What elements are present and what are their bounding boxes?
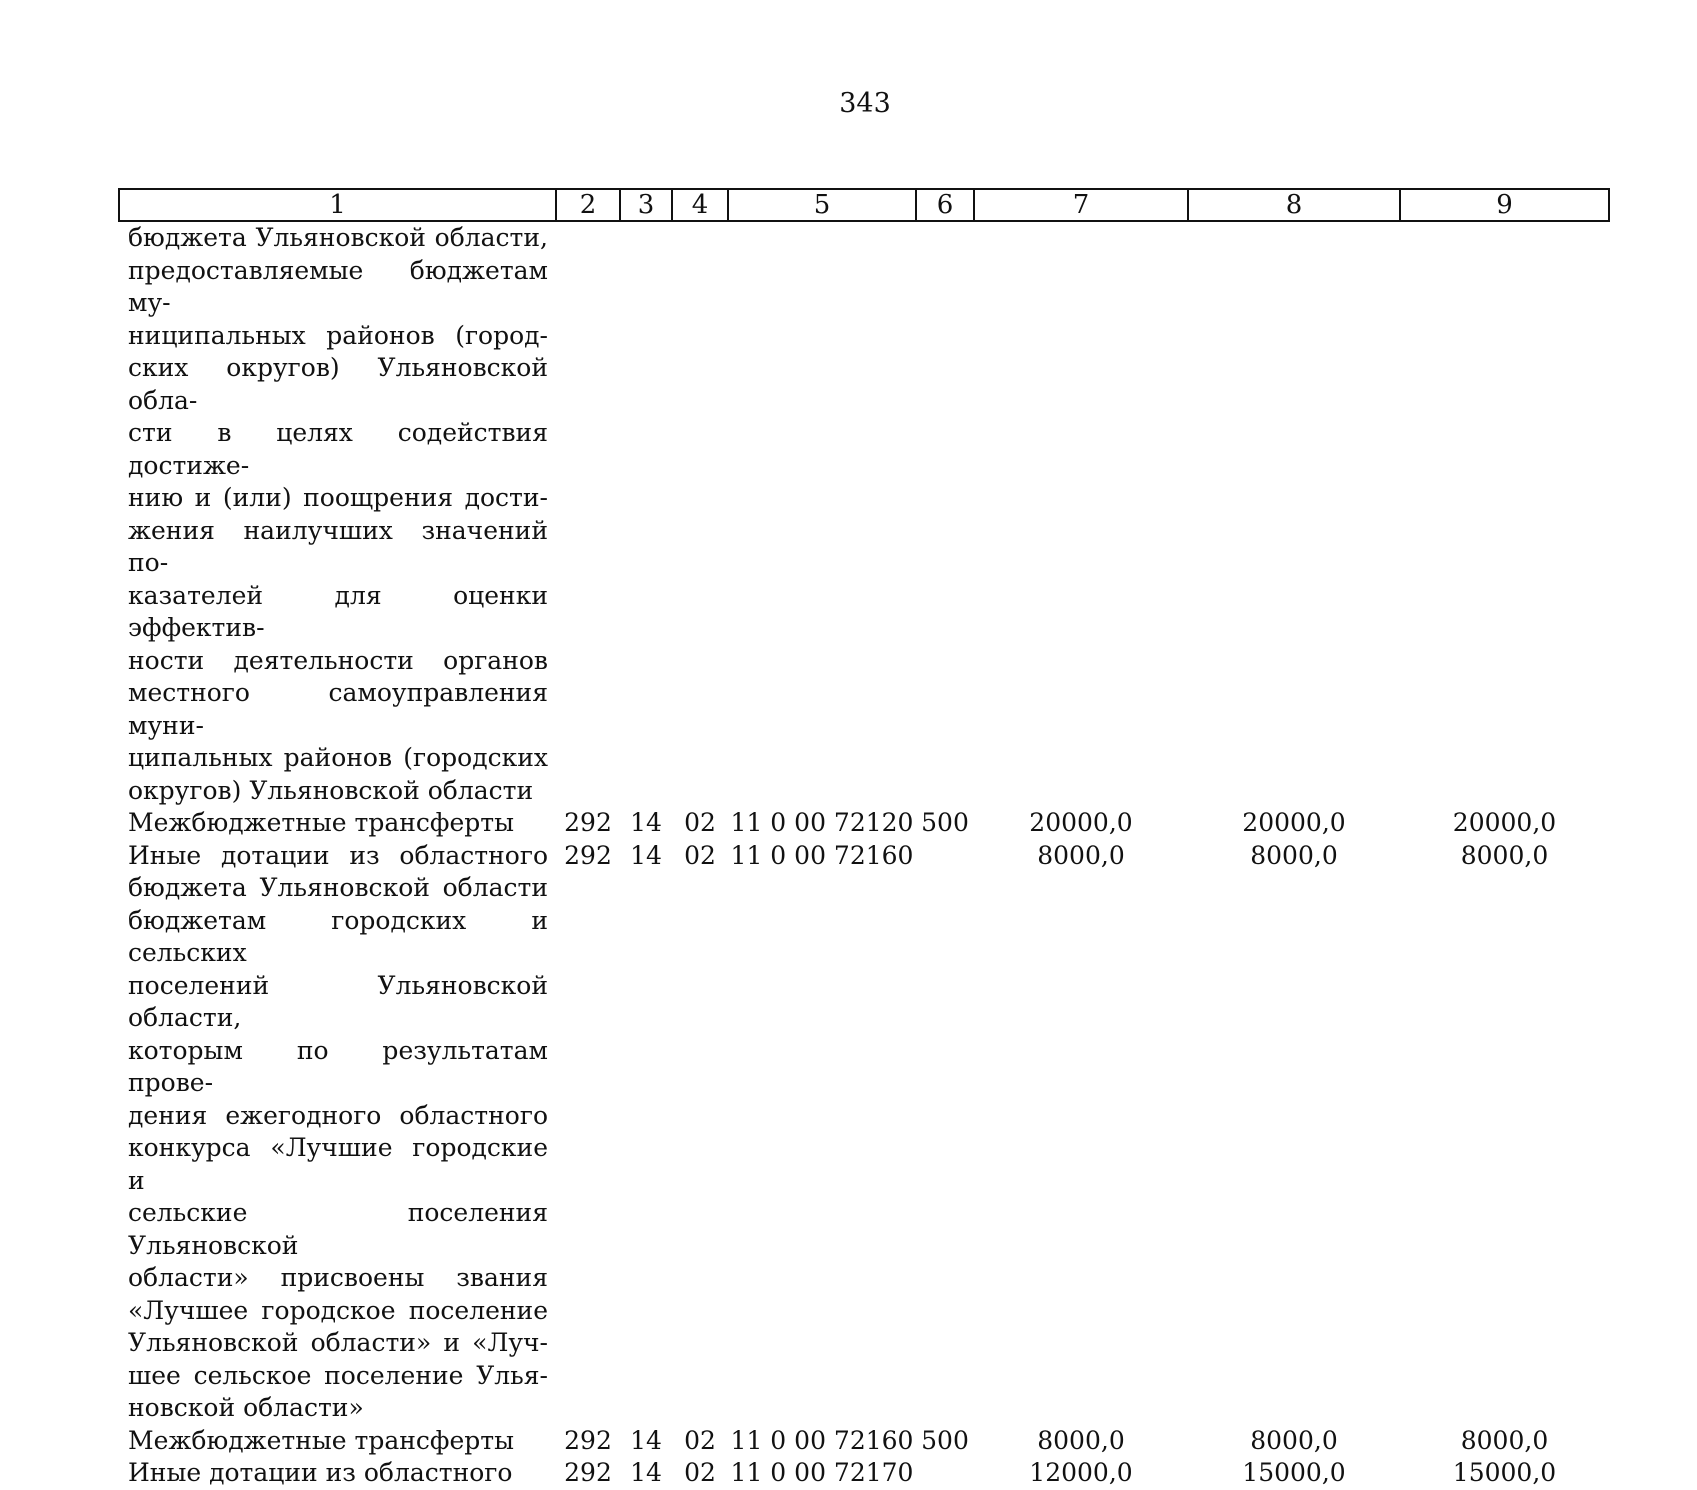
description-line: казателей для оценки эффектив-	[128, 580, 548, 642]
description-line: бюджетам городских и сельских	[128, 905, 548, 967]
cell-c6	[916, 840, 974, 1425]
cell-c5: 11 0 00 72160	[730, 1425, 914, 1455]
description-line: ниципальных районов (город-	[128, 320, 548, 350]
cell-c4: 02	[684, 808, 716, 837]
description-line: Иные дотации из областного	[128, 1458, 513, 1487]
description-line: жения наилучших значений по-	[128, 515, 548, 577]
description-line: предоставляемые бюджетам му-	[128, 255, 548, 317]
description-line: Межбюджетные трансферты	[128, 808, 515, 837]
header-col-7: 7	[974, 189, 1188, 221]
cell-c8: 8000,0	[1250, 1425, 1338, 1455]
header-col-2: 2	[556, 189, 620, 221]
cell-c5: 11 0 00 72120	[730, 808, 914, 837]
header-col-1: 1	[119, 189, 556, 221]
cell-c6: 500	[921, 1425, 969, 1455]
cell-c6	[916, 221, 974, 807]
description-line: бюджета Ульяновской области	[128, 873, 548, 902]
cell-c5: 11 0 00 72170	[730, 1458, 914, 1487]
cell-c9: 20000,0	[1452, 808, 1557, 837]
table-header	[119, 189, 1609, 221]
row-description	[119, 840, 556, 1425]
cell-c4	[672, 221, 728, 807]
table-row	[119, 1457, 1609, 1490]
cell-c9: 15000,0	[1452, 1458, 1557, 1487]
description-line: округов) Ульяновской области	[128, 775, 534, 805]
header-col-8: 8	[1188, 189, 1400, 221]
cell-c8	[1188, 221, 1400, 807]
description-line: местного самоуправления муни-	[128, 678, 548, 740]
table-row	[119, 1425, 1609, 1458]
description-line: ципальных районов (городских	[128, 743, 548, 772]
row-description	[119, 807, 556, 840]
row-description	[119, 221, 556, 807]
cell-c4: 02	[684, 1425, 716, 1455]
cell-c3: 14	[630, 1425, 662, 1455]
cell-c9: 8000,0	[1460, 1425, 1549, 1455]
cell-c8: 15000,0	[1242, 1458, 1346, 1487]
table-row	[119, 807, 1609, 840]
cell-c2: 292	[564, 1458, 612, 1487]
cell-c9	[1400, 221, 1609, 807]
description-line: нию и (или) поощрения дости-	[128, 483, 548, 512]
cell-c3: 14	[630, 808, 662, 837]
description-line: бюджета Ульяновской области,	[128, 223, 548, 252]
description-line: которым по результатам прове-	[128, 1035, 548, 1097]
row-description	[119, 1425, 556, 1458]
cell-c5	[728, 221, 916, 807]
header-col-3: 3	[620, 189, 672, 221]
cell-c7: 20000,0	[1029, 808, 1133, 837]
cell-c2	[556, 221, 620, 807]
description-line: «Лучшее городское поселение	[128, 1295, 548, 1325]
header-col-4: 4	[672, 189, 728, 221]
header-col-9: 9	[1400, 189, 1609, 221]
cell-c7: 12000,0	[1029, 1458, 1133, 1487]
cell-c9: 8000,0	[1460, 840, 1549, 870]
cell-c4: 02	[684, 840, 716, 870]
table-row	[119, 840, 1609, 1425]
description-line: ности деятельности органов	[128, 645, 548, 675]
cell-c2: 292	[564, 840, 612, 870]
table-body	[119, 221, 1609, 1490]
cell-c7: 8000,0	[1037, 1425, 1125, 1455]
cell-c3: 14	[630, 840, 662, 870]
cell-c7: 8000,0	[1037, 840, 1125, 870]
row-description	[119, 1457, 556, 1490]
description-line: Иные дотации из областного	[128, 840, 548, 870]
description-line: поселений Ульяновской области,	[128, 970, 548, 1032]
description-line: шее сельское поселение Улья-	[128, 1360, 548, 1390]
cell-c6	[916, 1457, 974, 1490]
budget-table	[118, 188, 1610, 1490]
cell-c8: 20000,0	[1242, 808, 1346, 837]
description-line: дения ежегодного областного	[128, 1100, 548, 1130]
description-line: ских округов) Ульяновской обла-	[128, 353, 548, 415]
description-line: новской области»	[128, 1393, 364, 1422]
cell-c2: 292	[564, 1425, 612, 1455]
description-line: конкурса «Лучшие городские и	[128, 1133, 548, 1195]
description-line: Ульяновской области» и «Луч-	[128, 1328, 548, 1357]
description-line: сельские поселения Ульяновской	[128, 1198, 548, 1260]
cell-c7	[974, 221, 1188, 807]
header-col-6: 6	[916, 189, 974, 221]
header-col-5: 5	[728, 189, 916, 221]
cell-c3: 14	[630, 1458, 662, 1487]
cell-c5: 11 0 00 72160	[730, 840, 914, 870]
header-row	[119, 189, 1609, 221]
table-row	[119, 221, 1609, 807]
description-line: сти в целях содействия достиже-	[128, 418, 548, 480]
cell-c2: 292	[564, 808, 612, 837]
description-line: Межбюджетные трансферты	[128, 1425, 515, 1455]
cell-c4: 02	[684, 1458, 716, 1487]
page-number: 343	[839, 88, 891, 119]
cell-c8: 8000,0	[1250, 840, 1338, 870]
cell-c3	[620, 221, 672, 807]
budget-table-container	[118, 188, 1608, 1490]
description-line: области» присвоены звания	[128, 1263, 548, 1292]
cell-c6: 500	[921, 808, 969, 837]
